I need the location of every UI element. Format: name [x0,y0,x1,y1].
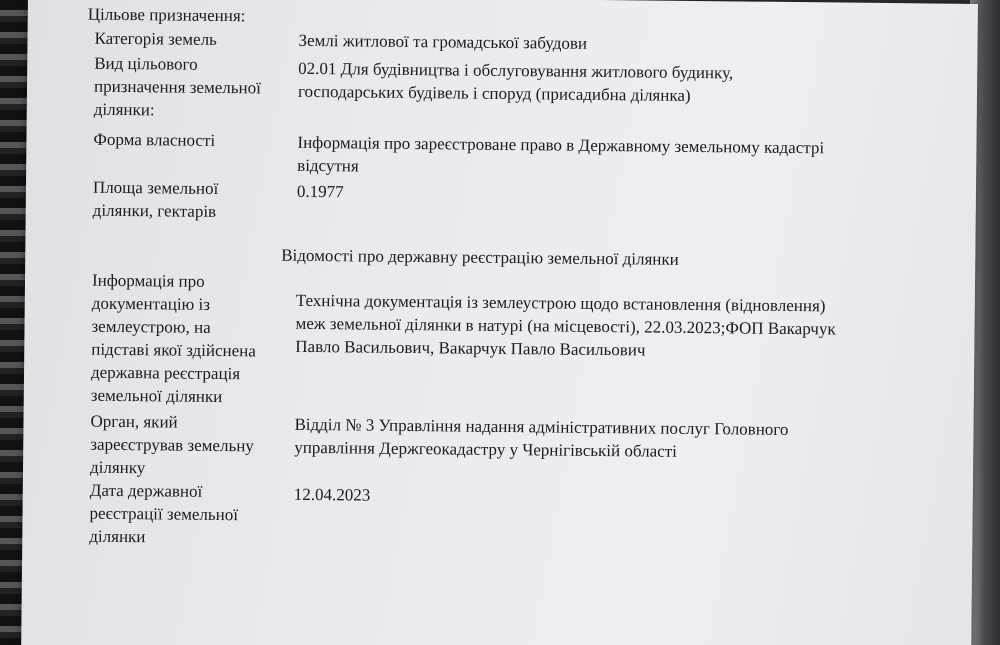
label-line: Орган, який [90,411,178,432]
value-line: Павло Васильович, Вакарчук Павло Васильович [295,336,646,360]
label-line: землеустрою, на [91,316,211,337]
row-purpose-type-label [94,52,262,123]
document-sheet [21,0,978,645]
registration-heading: Відомості про державну реєстрацію земельної ділянки [281,245,679,269]
row-ownership-value [297,131,824,183]
label-line: Категорія земель [94,28,217,49]
row-area-label [93,176,219,223]
value-line: відсутня [297,155,359,176]
label-line: Форма власності [93,129,216,150]
row-documentation-label [91,269,257,409]
value-line: господарських будівель і споруд (присадибна ділянка) [297,81,691,105]
label-line: Інформація про [91,270,205,291]
label-line: ділянки: [93,99,155,120]
value-line: Інформація про зареєстроване право в Державному земельному кадастрі [297,132,825,158]
value-line: 0.1977 [296,181,344,202]
label-line: зареєстрував земельну [90,434,254,456]
value-line: Відділ № 3 Управління надання адміністративних послуг Головного [294,414,789,439]
label-line: ділянку [89,457,146,478]
value-line: меж земельної ділянки в натурі (на місцевості), 22.03.2023;ФОП Вакарчук [295,313,836,339]
value-line: Землі житлової та громадської забудови [298,30,588,53]
label-line: ділянки [89,526,146,547]
label-line: Дата державної [89,480,203,501]
label-line: Площа земельної [92,177,219,199]
label-line: документацію із [91,293,211,314]
label-line: підставі якої здійснена [91,339,256,361]
label-line: ділянки, гектарів [92,200,217,221]
value-line: Технічна документація із землеустрою щодо встановлення (відновлення) [295,290,826,316]
label-line: реєстрації земельної [89,503,239,525]
label-line: Вид цільового [94,53,198,74]
row-authority-label [90,410,254,481]
value-line: 12.04.2023 [293,484,371,505]
row-documentation-value [295,289,836,364]
value-line: 02.01 Для будівництва і обслуговування житлового будинку, [298,58,734,83]
purpose-heading: Цільове призначення: [87,4,246,26]
row-land-category-value [298,29,587,55]
row-ownership-label [93,128,215,152]
label-line: державна реєстрація [90,362,241,384]
label-line: земельної ділянки [90,385,223,407]
value-line: управління Держгеокадастру у Чернігівській області [294,437,677,461]
row-date-value [294,483,371,507]
row-land-category-label [94,27,217,51]
label-line: призначення земельної [93,76,261,98]
row-authority-value [294,413,788,464]
row-date-label [89,479,238,550]
row-area-value [297,180,344,203]
row-purpose-type-value [298,57,733,108]
